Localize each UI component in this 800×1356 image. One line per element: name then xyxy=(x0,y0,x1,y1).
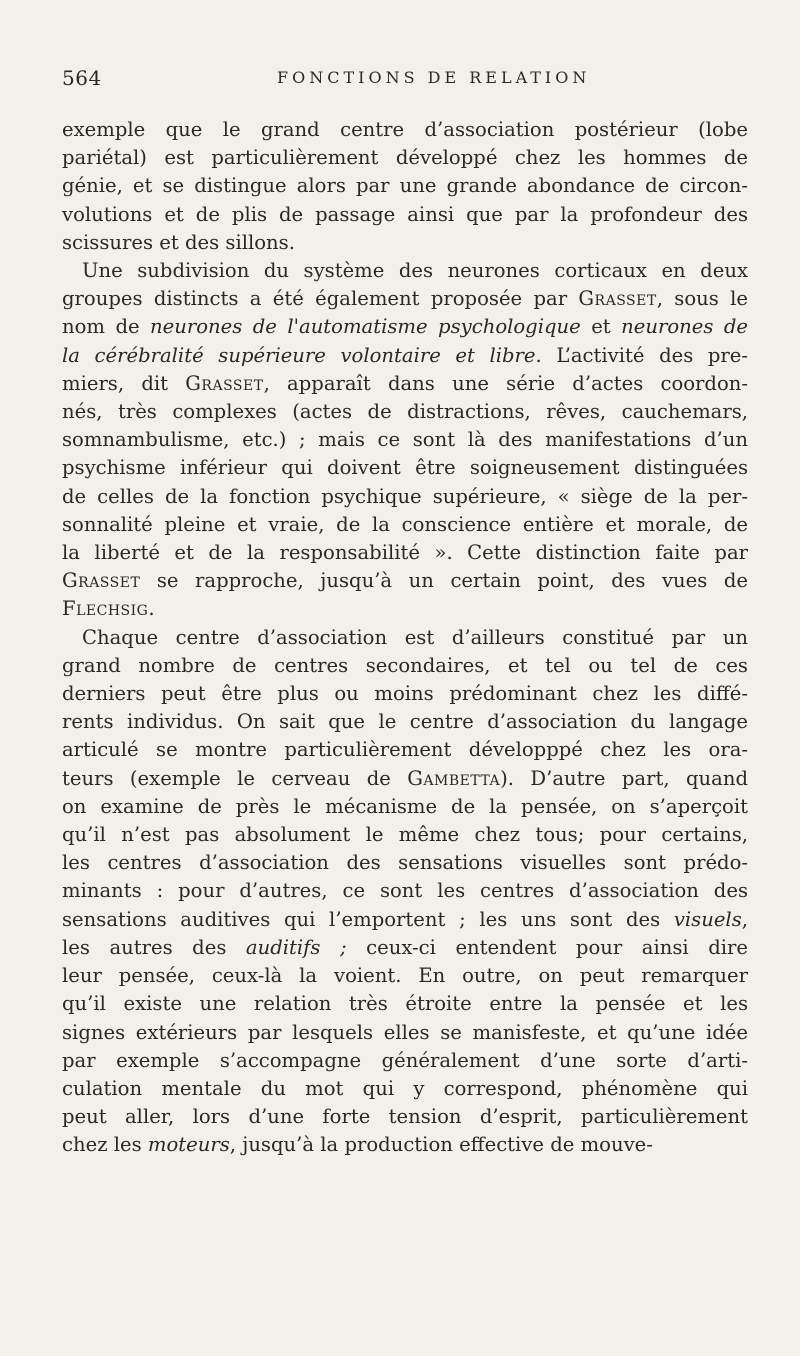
italic-term: la cérébralité supérieure volontaire et libre xyxy=(62,343,536,367)
text-line xyxy=(62,144,748,172)
text-line xyxy=(62,624,748,652)
text-run: Une subdivision du système des neurones corticaux en deux xyxy=(82,259,748,283)
text-line xyxy=(62,793,748,821)
text-line xyxy=(62,1131,748,1159)
text-run: , apparaît dans une série d’actes coordon- xyxy=(263,371,749,395)
text-line xyxy=(62,1047,748,1075)
italic-term: auditifs ; xyxy=(245,935,347,959)
text-run: sensations auditives qui l’emportent ; les uns sont des xyxy=(62,907,674,931)
author-name: Gambetta xyxy=(407,766,501,790)
text-line xyxy=(62,736,748,764)
text-run: par exemple s’accompagne généralement d’une sorte d’arti- xyxy=(62,1048,748,1072)
text-line xyxy=(62,680,748,708)
text-line xyxy=(62,877,748,905)
text-run: rents individus. On sait que le centre d’association du langage xyxy=(62,710,748,734)
text-run: génie, et se distingue alors par une grande abondance de circon- xyxy=(62,174,748,198)
text-line xyxy=(62,342,748,370)
text-run: , jusqu’à la production effective de mouve- xyxy=(229,1133,653,1157)
text-run: minants : pour d’autres, ce sont les centres d’association des xyxy=(62,879,748,903)
text-line xyxy=(62,849,748,877)
text-run: et xyxy=(580,315,622,339)
text-run: somnambulisme, etc.) ; mais ce sont là des manifestations d’un xyxy=(62,428,748,452)
text-run: articulé se montre particulièrement développpé chez les ora- xyxy=(62,738,748,762)
text-run: ceux-ci entendent pour ainsi dire xyxy=(346,935,748,959)
text-run: grand nombre de centres secondaires, et tel ou tel de ces xyxy=(62,653,748,677)
text-run: peut aller, lors d’une forte tension d’esprit, particulièrement xyxy=(62,1105,748,1129)
page-number: 564 xyxy=(62,66,102,90)
text-line xyxy=(62,229,748,257)
text-line xyxy=(62,990,748,1018)
text-line xyxy=(62,370,748,398)
text-line xyxy=(62,595,748,623)
text-line xyxy=(62,172,748,200)
text-line xyxy=(62,1103,748,1131)
text-run: ). D’autre part, quand xyxy=(500,766,748,790)
body-text xyxy=(62,116,748,1160)
text-line xyxy=(62,652,748,680)
text-line xyxy=(62,511,748,539)
text-run: leur pensée, ceux-là la voient. En outre, on peut remarquer xyxy=(62,964,748,988)
text-run: qu’il n’est pas absolument le même chez tous; pour certains, xyxy=(62,823,748,847)
text-run: la liberté et de la responsabilité ». Cette distinction faite par xyxy=(62,541,748,565)
text-line xyxy=(62,454,748,482)
text-line xyxy=(62,821,748,849)
text-line xyxy=(62,1019,748,1047)
text-line xyxy=(62,483,748,511)
text-run: nom de xyxy=(62,315,151,339)
text-run: psychisme inférieur qui doivent être soigneusement distinguées xyxy=(62,456,748,480)
text-run: pariétal) est particulièrement développé chez les hommes de xyxy=(62,146,748,170)
text-run: exemple que le grand centre d’association postérieur (lobe xyxy=(62,118,748,141)
text-run: les autres des xyxy=(62,935,246,959)
text-line xyxy=(62,398,748,426)
text-run: . L’activité des pre- xyxy=(535,343,748,367)
text-run: culation mentale du mot qui y correspond, phénomène qui xyxy=(62,1076,748,1100)
text-line xyxy=(62,426,748,454)
text-run: se rapproche, jusqu’à un certain point, des vues de xyxy=(140,569,748,593)
text-run: qu’il existe une relation très étroite entre la pensée et les xyxy=(62,992,748,1016)
text-line xyxy=(62,116,748,144)
text-run: nés, très complexes (actes de distractions, rêves, cauchemars, xyxy=(62,400,748,424)
author-name: Grasset xyxy=(578,287,657,311)
text-run: les centres d’association des sensations visuelles sont prédo- xyxy=(62,851,748,875)
italic-term: visuels xyxy=(673,907,742,931)
text-run: de celles de la fonction psychique supérieure, « siège de la per- xyxy=(62,484,748,508)
text-line xyxy=(62,285,748,313)
text-run: Chaque centre d’association est d’ailleurs constitué par un xyxy=(82,625,748,649)
italic-term: moteurs xyxy=(147,1133,230,1157)
text-run: miers, dit xyxy=(62,371,186,395)
text-run: chez les xyxy=(62,1133,148,1157)
text-line xyxy=(62,906,748,934)
running-head: FONCTIONS DE RELATION xyxy=(277,68,591,87)
italic-term: neurones de l'automatisme psychologique xyxy=(150,315,581,339)
text-run: . xyxy=(148,597,155,621)
text-run: , xyxy=(741,907,748,931)
text-line xyxy=(62,567,748,595)
page-header xyxy=(62,66,752,106)
author-name: Grasset xyxy=(185,371,264,395)
text-line xyxy=(62,962,748,990)
text-run: on examine de près le mécanisme de la pensée, on s’aperçoit xyxy=(62,794,748,818)
text-line xyxy=(62,708,748,736)
text-run: groupes distincts a été également proposée par xyxy=(62,287,579,311)
text-run: teurs (exemple le cerveau de xyxy=(62,766,408,790)
text-line xyxy=(62,1075,748,1103)
text-line xyxy=(62,765,748,793)
text-line xyxy=(62,201,748,229)
italic-term: neurones de xyxy=(621,315,748,339)
text-run: volutions et de plis de passage ainsi que par la profondeur des xyxy=(62,202,748,226)
text-run: scissures et des sillons. xyxy=(62,230,295,254)
text-line xyxy=(62,257,748,285)
author-name: Grasset xyxy=(62,569,141,593)
text-line xyxy=(62,313,748,341)
text-run: signes extérieurs par lesquels elles se manisfeste, et qu’une idée xyxy=(62,1020,748,1044)
text-run: , sous le xyxy=(656,287,748,311)
text-run: sonnalité pleine et vraie, de la conscience entière et morale, de xyxy=(62,512,748,536)
text-line xyxy=(62,934,748,962)
text-line xyxy=(62,539,748,567)
author-name: Flechsig xyxy=(62,597,149,621)
text-run: derniers peut être plus ou moins prédominant chez les diffé- xyxy=(62,682,748,706)
